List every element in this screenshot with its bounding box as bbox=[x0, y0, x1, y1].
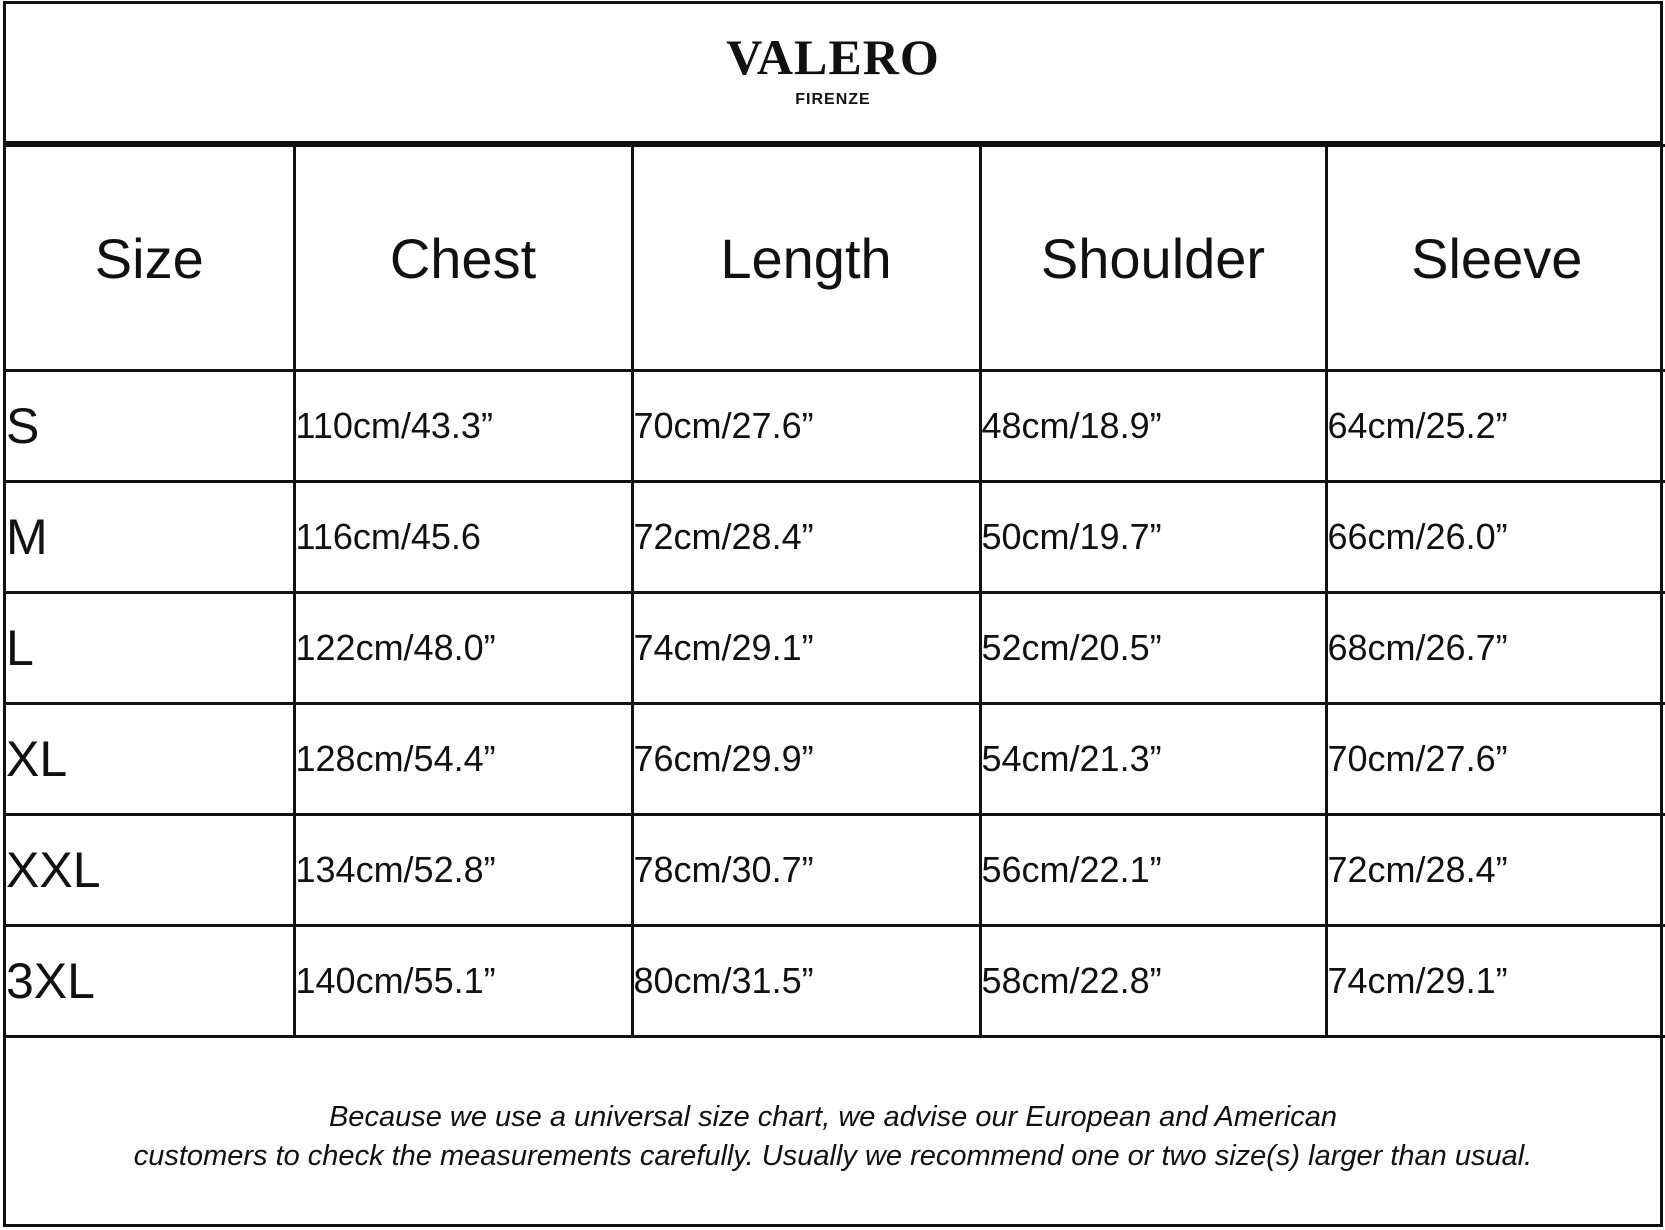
size-cell: L bbox=[6, 593, 294, 704]
shoulder-cell: 56cm/22.1” bbox=[980, 815, 1326, 926]
size-chart-frame bbox=[3, 1, 1663, 1227]
table-header-row bbox=[6, 146, 1665, 371]
chest-cell: 140cm/55.1” bbox=[294, 926, 632, 1037]
note-line-1: Because we use a universal size chart, we advise our European and American bbox=[328, 1101, 1338, 1133]
size-note bbox=[6, 1041, 1660, 1224]
table-row bbox=[6, 482, 1665, 593]
chest-cell: 116cm/45.6 bbox=[294, 482, 632, 593]
size-cell: S bbox=[6, 371, 294, 482]
chest-cell: 122cm/48.0” bbox=[294, 593, 632, 704]
chest-cell: 128cm/54.4” bbox=[294, 704, 632, 815]
sleeve-cell: 74cm/29.1” bbox=[1326, 926, 1665, 1037]
length-cell: 70cm/27.6” bbox=[632, 371, 980, 482]
brand-subtitle: FIRENZE bbox=[795, 91, 871, 108]
table-row bbox=[6, 593, 1665, 704]
shoulder-cell: 48cm/18.9” bbox=[980, 371, 1326, 482]
note-line-2: customers to check the measurements carefully. Usually we recommend one or two size(s) larger than usual. bbox=[133, 1140, 1533, 1172]
table-row bbox=[6, 815, 1665, 926]
table-row bbox=[6, 371, 1665, 482]
shoulder-cell: 50cm/19.7” bbox=[980, 482, 1326, 593]
size-cell: 3XL bbox=[6, 926, 294, 1037]
header-shoulder: Shoulder bbox=[980, 146, 1326, 371]
table-row bbox=[6, 926, 1665, 1037]
sleeve-cell: 70cm/27.6” bbox=[1326, 704, 1665, 815]
sleeve-cell: 64cm/25.2” bbox=[1326, 371, 1665, 482]
shoulder-cell: 52cm/20.5” bbox=[980, 593, 1326, 704]
table-row bbox=[6, 704, 1665, 815]
chest-cell: 110cm/43.3” bbox=[294, 371, 632, 482]
brand-logo: VALERO bbox=[726, 29, 940, 85]
sleeve-cell: 66cm/26.0” bbox=[1326, 482, 1665, 593]
header-size: Size bbox=[6, 146, 294, 371]
chest-cell: 134cm/52.8” bbox=[294, 815, 632, 926]
sleeve-cell: 72cm/28.4” bbox=[1326, 815, 1665, 926]
header-sleeve: Sleeve bbox=[1326, 146, 1665, 371]
shoulder-cell: 58cm/22.8” bbox=[980, 926, 1326, 1037]
length-cell: 80cm/31.5” bbox=[632, 926, 980, 1037]
size-cell: M bbox=[6, 482, 294, 593]
size-cell: XL bbox=[6, 704, 294, 815]
header-length: Length bbox=[632, 146, 980, 371]
length-cell: 76cm/29.9” bbox=[632, 704, 980, 815]
length-cell: 74cm/29.1” bbox=[632, 593, 980, 704]
brand-header bbox=[6, 4, 1660, 144]
size-table bbox=[6, 144, 1665, 1038]
shoulder-cell: 54cm/21.3” bbox=[980, 704, 1326, 815]
length-cell: 78cm/30.7” bbox=[632, 815, 980, 926]
sleeve-cell: 68cm/26.7” bbox=[1326, 593, 1665, 704]
header-chest: Chest bbox=[294, 146, 632, 371]
length-cell: 72cm/28.4” bbox=[632, 482, 980, 593]
size-cell: XXL bbox=[6, 815, 294, 926]
